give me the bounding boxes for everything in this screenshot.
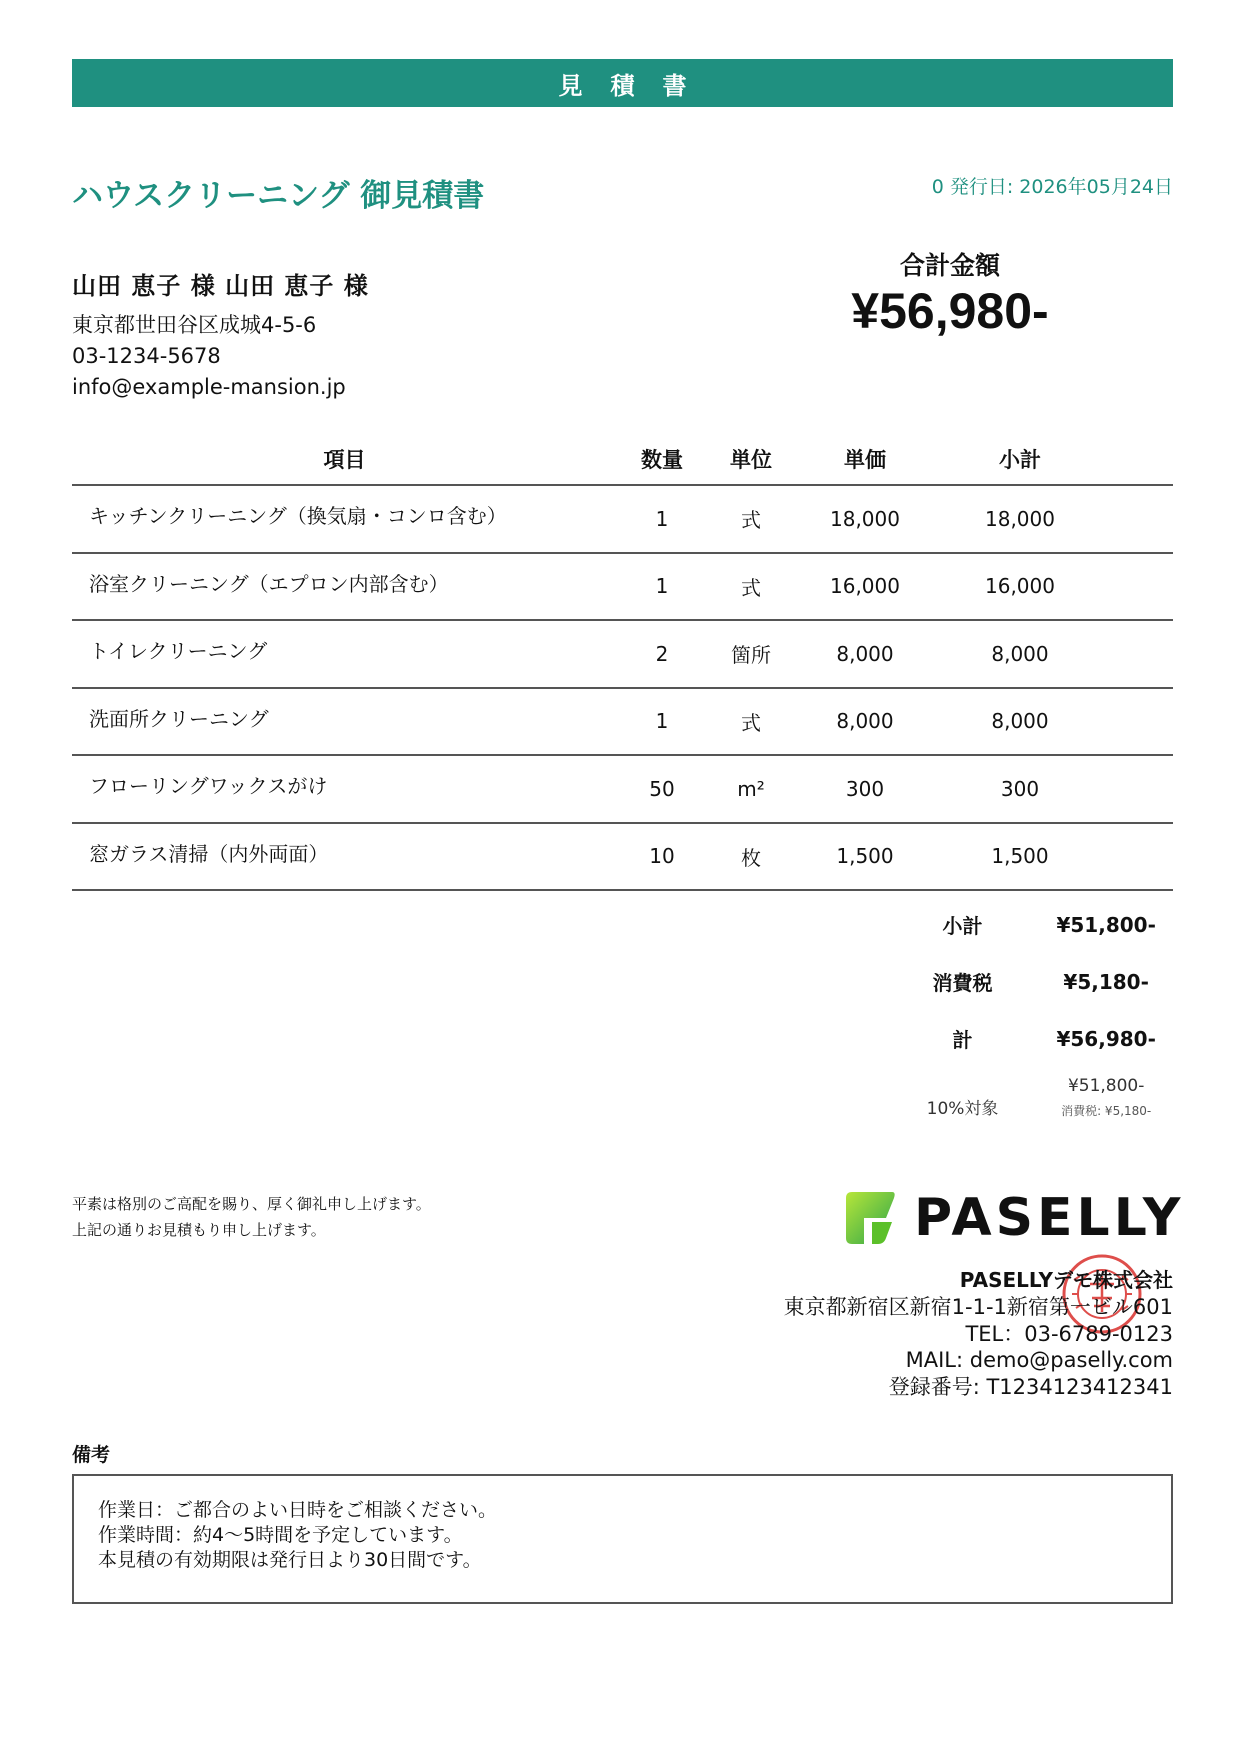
remarks-line: 作業時間：約4〜5時間を予定しています。 xyxy=(98,1524,463,1546)
greeting-line: 平素は格別のご高配を賜り、厚く御礼申し上げます。 xyxy=(72,1195,431,1213)
customer-address: 東京都世田谷区成城4-5-6 xyxy=(72,313,317,337)
line-items-table xyxy=(72,434,1173,891)
item-name: キッチンクリーニング（換気扇・コンロ含む） xyxy=(89,504,507,528)
header-price: 単価 xyxy=(844,448,886,472)
item-unit: m² xyxy=(737,776,765,801)
subtotal-row xyxy=(72,896,1173,953)
item-qty: 50 xyxy=(649,776,675,801)
item-price: 16,000 xyxy=(830,574,900,599)
item-subtotal: 16,000 xyxy=(985,574,1055,599)
item-qty: 10 xyxy=(649,844,675,869)
item-subtotal: 8,000 xyxy=(991,709,1049,734)
company-logo xyxy=(842,1188,1184,1248)
tax-rate-tax: 消費税: ¥5,180- xyxy=(1061,1104,1152,1118)
table-row xyxy=(72,486,1173,554)
greeting-text xyxy=(72,1191,431,1243)
table-row xyxy=(72,689,1173,757)
header-qty: 数量 xyxy=(641,448,683,472)
item-qty: 1 xyxy=(655,574,669,599)
header-item: 項目 xyxy=(323,448,366,472)
remarks-line: 作業日：ご都合のよい日時をご相談ください。 xyxy=(98,1499,498,1521)
remarks-line: 本見積の有効期限は発行日より30日間です。 xyxy=(98,1549,482,1571)
grand-total-value: ¥56,980- xyxy=(1056,1026,1156,1051)
document-title-bar xyxy=(72,59,1173,107)
tax-rate-breakdown xyxy=(72,1076,1173,1119)
customer-phone: 03-1234-5678 xyxy=(72,344,221,368)
table-row xyxy=(72,621,1173,689)
table-header xyxy=(72,434,1173,486)
remarks-label: 備考 xyxy=(72,1444,111,1466)
item-qty: 1 xyxy=(655,709,669,734)
tax-label: 消費税 xyxy=(932,971,993,995)
item-subtotal: 18,000 xyxy=(985,506,1055,531)
paselly-mark-icon xyxy=(842,1188,898,1248)
table-row xyxy=(72,756,1173,824)
header-subtotal: 小計 xyxy=(999,448,1041,472)
issue-date: 0 発行日: 2026年05月24日 xyxy=(931,176,1173,198)
item-name: 浴室クリーニング（エプロン内部含む） xyxy=(89,571,449,596)
remarks-box xyxy=(72,1474,1173,1604)
document-type-label: 見積書 xyxy=(558,71,715,100)
item-price: 8,000 xyxy=(836,641,894,666)
estimate-title: ハウスクリーニング 御見積書 xyxy=(72,178,485,214)
subtotal-label: 小計 xyxy=(942,914,983,938)
tax-value: ¥5,180- xyxy=(1063,969,1149,994)
header-unit: 単位 xyxy=(730,448,772,472)
item-unit: 式 xyxy=(741,508,761,533)
total-amount: ¥56,980- xyxy=(851,283,1049,339)
summary-block xyxy=(72,896,1173,1067)
item-price: 18,000 xyxy=(830,506,900,531)
customer-email: info@example-mansion.jp xyxy=(72,375,346,399)
item-unit: 枚 xyxy=(741,845,761,870)
tax-rate-label: 10%対象 xyxy=(926,1099,999,1119)
table-row xyxy=(72,824,1173,892)
item-unit: 式 xyxy=(741,710,761,735)
item-price: 300 xyxy=(845,776,885,801)
tax-row xyxy=(72,953,1173,1010)
grand-total-label: 計 xyxy=(952,1028,973,1052)
company-tel: TEL：03-6789-0123 xyxy=(965,1321,1173,1346)
item-qty: 1 xyxy=(655,506,669,531)
item-name: 洗面所クリーニング xyxy=(89,706,269,731)
item-name: トイレクリーニング xyxy=(89,639,268,663)
item-subtotal: 1,500 xyxy=(991,844,1049,869)
item-name: 窓ガラス清掃（内外両面） xyxy=(89,841,329,866)
company-address: 東京都新宿区新宿1-1-1新宿第一ビル601 xyxy=(783,1295,1173,1319)
item-unit: 式 xyxy=(741,575,761,600)
subtotal-value: ¥51,800- xyxy=(1056,912,1156,937)
item-subtotal: 8,000 xyxy=(991,641,1049,666)
grand-total-row xyxy=(72,1010,1173,1067)
total-amount-label: 合計金額 xyxy=(899,251,1000,280)
tax-rate-base: ¥51,800- xyxy=(1067,1076,1145,1096)
company-name: PASELLYデモ株式会社 xyxy=(959,1268,1173,1292)
item-name: フローリングワックスがけ xyxy=(89,774,328,798)
item-subtotal: 300 xyxy=(1000,776,1040,801)
customer-info xyxy=(72,310,346,403)
item-price: 8,000 xyxy=(836,709,894,734)
item-unit: 箇所 xyxy=(731,643,771,668)
customer-name: 山田 恵子 様 山田 恵子 様 xyxy=(72,272,369,300)
item-qty: 2 xyxy=(655,641,669,666)
table-row xyxy=(72,554,1173,622)
company-logo-text: PASELLY xyxy=(914,1188,1185,1248)
greeting-line: 上記の通りお見積もり申し上げます。 xyxy=(72,1221,326,1239)
company-mail: MAIL: demo@paselly.com xyxy=(905,1348,1173,1372)
company-registration: 登録番号: T1234123412341 xyxy=(888,1374,1173,1399)
item-price: 1,500 xyxy=(836,844,894,869)
company-info xyxy=(784,1266,1173,1400)
